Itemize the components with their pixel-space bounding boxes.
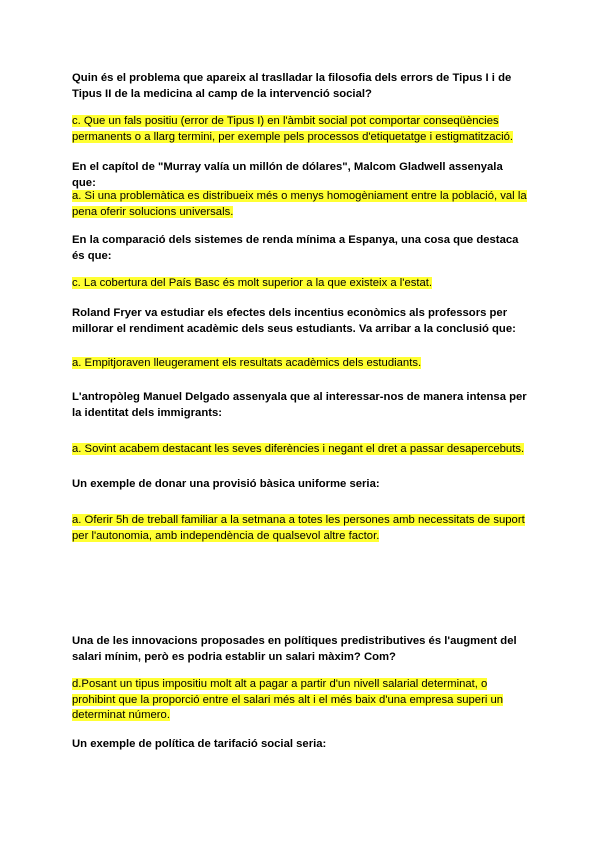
question-4: Roland Fryer va estudiar els efectes dels incentius econòmics als professors per millorar el rendiment acadèmic dels seus estudiants. Va arribar a la conclusió que: [72, 307, 516, 335]
answer-1 [72, 114, 528, 145]
answer-6-highlight: a. Oferir 5h de treball familiar a la setmana a totes les persones amb necessitats de suport per l'autonomia, amb independència de qualsevol altre factor. [72, 514, 525, 542]
answer-7-highlight: d.Posant un tipus impositiu molt alt a pagar a partir d'un nivell salarial determinat, o prohibint que la proporció entre el salari més alt i el més baix d'una empresa superi un determinat número. [72, 678, 504, 721]
question-5: L'antropòleg Manuel Delgado assenyala que al interessar-nos de manera intensa per la identitat dels immigrants: [72, 391, 527, 419]
question-8: Un exemple de política de tarifació social seria: [72, 738, 327, 750]
answer-4 [72, 356, 528, 372]
answer-3-highlight: c. La cobertura del País Basc és molt superior a la que existeix a l'estat. [72, 277, 433, 289]
answer-5 [72, 442, 528, 458]
answer-6 [72, 513, 528, 544]
question-3: En la comparació dels sistemes de renda mínima a Espanya, una cosa que destaca és que: [72, 234, 519, 262]
question-1: Quin és el problema que apareix al traslladar la filosofia dels errors de Tipus I i de Tipus II de la medicina al camp de la intervenció social? [72, 72, 512, 100]
question-7: Una de les innovacions proposades en polítiques predistributives és l'augment del salari mínim, però es podria establir un salari màxim? Com? [72, 635, 517, 663]
question-2: En el capítol de "Murray valía un millón de dólares", Malcom Gladwell assenyala que: [72, 161, 503, 189]
answer-7 [72, 677, 528, 724]
answer-4-highlight: a. Empitjoraven lleugerament els resultats acadèmics dels estudiants. [72, 357, 422, 369]
question-6: Un exemple de donar una provisió bàsica uniforme seria: [72, 478, 380, 490]
answer-3 [72, 276, 528, 292]
answer-2-highlight: a. Si una problemàtica es distribueix més o menys homogèniament entre la població, val la pena oferir solucions universals. [72, 190, 527, 218]
answer-1-highlight: c. Que un fals positiu (error de Tipus I) en l'àmbit social pot comportar conseqüències permanents o a llarg termini, per exemple pels processos d'etiquetatge i estigmatització. [72, 115, 514, 143]
answer-5-highlight: a. Sovint acabem destacant les seves diferències i negant el dret a passar desapercebuts. [72, 443, 525, 455]
answer-2 [72, 189, 528, 220]
